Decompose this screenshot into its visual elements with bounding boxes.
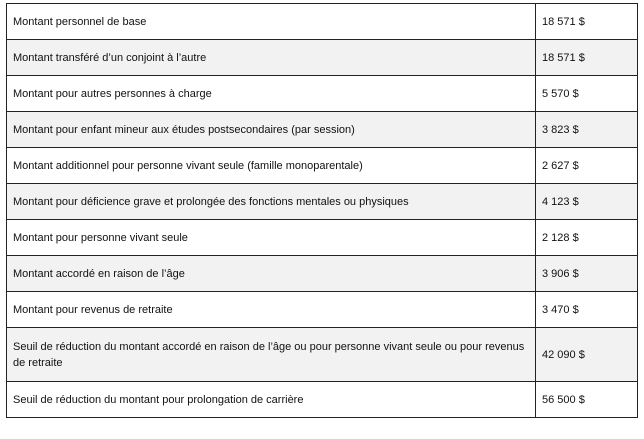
row-value: 4 123 $	[536, 184, 638, 220]
row-value: 5 570 $	[536, 76, 638, 112]
row-value: 18 571 $	[536, 4, 638, 40]
table-row	[7, 40, 638, 76]
row-value: 2 627 $	[536, 148, 638, 184]
table-row	[7, 328, 638, 382]
table-row	[7, 4, 638, 40]
row-value: 56 500 $	[536, 382, 638, 418]
row-label: Montant transféré d’un conjoint à l’autre	[7, 40, 536, 76]
row-value: 3 823 $	[536, 112, 638, 148]
table-row	[7, 148, 638, 184]
row-value: 2 128 $	[536, 220, 638, 256]
table-row	[7, 112, 638, 148]
row-label: Montant personnel de base	[7, 4, 536, 40]
row-label: Montant accordé en raison de l’âge	[7, 256, 536, 292]
row-label: Montant pour enfant mineur aux études postsecondaires (par session)	[7, 112, 536, 148]
row-label: Montant additionnel pour personne vivant seule (famille monoparentale)	[7, 148, 536, 184]
row-label: Montant pour revenus de retraite	[7, 292, 536, 328]
row-label: Montant pour personne vivant seule	[7, 220, 536, 256]
table-row	[7, 220, 638, 256]
table-row	[7, 382, 638, 418]
row-label: Seuil de réduction du montant accordé en raison de l’âge ou pour personne vivant seule ou pour revenus de retraite	[7, 328, 536, 382]
row-label: Montant pour autres personnes à charge	[7, 76, 536, 112]
table-row	[7, 184, 638, 220]
table-row	[7, 256, 638, 292]
row-value: 3 906 $	[536, 256, 638, 292]
row-label: Seuil de réduction du montant pour prolongation de carrière	[7, 382, 536, 418]
table-row	[7, 292, 638, 328]
amounts-table	[6, 3, 638, 418]
amounts-table-container	[6, 3, 637, 418]
row-value: 3 470 $	[536, 292, 638, 328]
row-value: 42 090 $	[536, 328, 638, 382]
table-row	[7, 76, 638, 112]
row-value: 18 571 $	[536, 40, 638, 76]
row-label: Montant pour déficience grave et prolongée des fonctions mentales ou physiques	[7, 184, 536, 220]
